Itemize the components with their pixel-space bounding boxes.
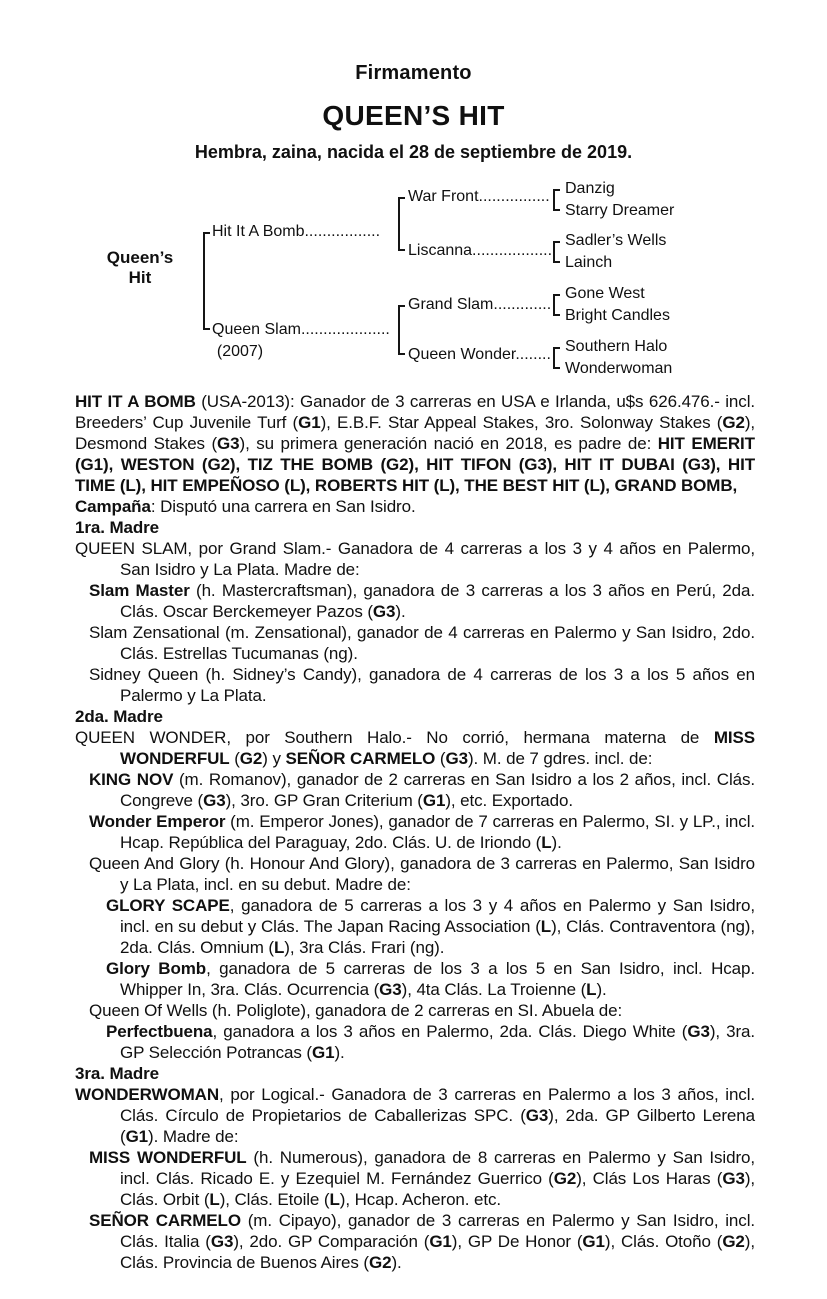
produce-paragraph: Slam Master (h. Mastercraftsman), ganadora de 3 carreras a los 3 años en Perú, 2da. Clás. Oscar Berckemeyer Pazos (G3). <box>89 581 755 621</box>
pedigree-node-sire: Hit It A Bomb................. <box>212 223 381 240</box>
pedigree-bracket-sire-sire <box>553 189 561 211</box>
pedigree-bracket-dam <box>398 305 406 355</box>
horse-description: Hembra, zaina, nacida el 28 de septiembre de 2019. <box>194 142 633 162</box>
pedigree-subject <box>84 248 196 288</box>
produce-paragraph: Queen And Glory (h. Honour And Glory), ganadora de 3 carreras en Palermo, San Isidro y La Plata, incl. en su debut. Madre de: <box>89 854 755 894</box>
produce-paragraph: Perfectbuena, ganadora a los 3 años en Palermo, 2da. Clás. Diego White (G3), 3ra. GP Selección Potrancas (G1). <box>106 1022 755 1062</box>
pedigree-node-ggp-4: Lainch <box>565 254 613 271</box>
pedigree-node-sire-dam: Liscanna.................. <box>408 242 553 259</box>
pedigree-node-ggp-3: Sadler’s Wells <box>565 232 667 249</box>
pedigree-node-ggp-2: Starry Dreamer <box>565 202 675 219</box>
pedigree-node-dam-dam: Queen Wonder........ <box>408 346 551 363</box>
produce-paragraph: SEÑOR CARMELO (m. Cipayo), ganador de 3 carreras en Palermo y San Isidro, incl. Clás. Italia (G3), 2do. GP Comparación (G1), GP De Honor (G1), Clás. Otoño (G2), Clás. Provincia de Buenos Aires (G2). <box>89 1211 755 1272</box>
produce-paragraph: Sidney Queen (h. Sidney’s Candy), ganadora de 4 carreras de los 3 a los 5 años en Palermo y La Plata. <box>89 665 755 705</box>
section-heading-2nd-dam: 2da. Madre <box>75 707 163 726</box>
pedigree-node-dam: Queen Slam.................... <box>212 321 390 338</box>
pedigree-node-ggp-7: Southern Halo <box>565 338 668 355</box>
sire-record-paragraph: HIT IT A BOMB (USA-2013): Ganador de 3 carreras en USA e Irlanda, u$s 626.476.- incl. Breeders’ Cup Juvenile Turf (G1), E.B.F. Star Appeal Stakes, 3ro. Solonway Stakes (G2), Desmond Stakes (G3), su primera generación nació en 2018, es padre de: HIT EMERIT (G1), WESTON (G2), TIZ THE BOMB (G2), HIT TIFON (G3), HIT IT DUBAI (G3), HIT TIME (L), HIT EMPEÑOSO (L), ROBERTS HIT (L), THE BEST HIT (L), GRAND BOMB, <box>75 392 755 495</box>
pedigree-bracket-dam-sire <box>553 294 561 316</box>
pedigree-node-sire-sire: War Front................ <box>408 188 550 205</box>
pedigree-bracket-dam-dam <box>553 347 561 369</box>
sire-line-title: Firmamento <box>355 62 472 84</box>
produce-paragraph: MISS WONDERFUL (h. Numerous), ganadora de 8 carreras en Palermo y San Isidro, incl. Clás. Ricado E. y Ezequiel M. Fernández Guerrico (G2), Clás Los Haras (G3), Clás. Orbit (L), Clás. Etoile (L), Hcap. Acheron. etc. <box>89 1148 756 1209</box>
section-heading-3rd-dam: 3ra. Madre <box>75 1064 160 1083</box>
produce-paragraph: Wonder Emperor (m. Emperor Jones), ganador de 7 carreras en Palermo, SI. y LP., incl. Hcap. República del Paraguay, 2do. Clás. U. de Iriondo (L). <box>89 812 755 852</box>
catalog-body <box>0 391 827 1273</box>
page-title: QUEEN’S HIT <box>322 100 505 131</box>
dam-paragraph: WONDERWOMAN, por Logical.- Ganadora de 3 carreras en Palermo a los 3 años, incl. Clás. Círculo de Propietarios de Caballerizas SPC. (G3), 2da. GP Gilberto Lerena (G1). Madre de: <box>75 1085 755 1146</box>
pedigree-bracket-sire-dam <box>553 241 561 263</box>
pedigree-node-ggp-1: Danzig <box>565 180 615 197</box>
pedigree-subject-line1: Queen’s <box>106 248 174 267</box>
pedigree-node-dam-sire: Grand Slam............. <box>408 296 552 313</box>
produce-paragraph: Slam Zensational (m. Zensational), ganador de 4 carreras en Palermo y San Isidro, 2do. Clás. Estrellas Tucumanas (ng). <box>89 623 755 663</box>
section-heading-1st-dam: 1ra. Madre <box>75 518 160 537</box>
produce-paragraph: Queen Of Wells (h. Poliglote), ganadora de 2 carreras en SI. Abuela de: <box>89 1001 623 1020</box>
pedigree-node-ggp-5: Gone West <box>565 285 645 302</box>
pedigree-node-ggp-6: Bright Candles <box>565 307 670 324</box>
campaign-line: Campaña: Disputó una carrera en San Isidro. <box>75 497 416 516</box>
pedigree-bracket-sire <box>398 197 406 251</box>
produce-paragraph: GLORY SCAPE, ganadora de 5 carreras a los 3 y 4 años en Palermo y San Isidro, incl. en su debut y Clás. The Japan Racing Association (L), Clás. Contraventora (ng), 2da. Clás. Omnium (L), 3ra Clás. Frari (ng). <box>106 896 755 957</box>
pedigree-node-ggp-8: Wonderwoman <box>565 360 673 377</box>
pedigree-subject-line2: Hit <box>128 268 152 287</box>
dam-paragraph: QUEEN WONDER, por Southern Halo.- No corrió, hermana materna de MISS WONDERFUL (G2) y SEÑOR CARMELO (G3). M. de 7 gdres. incl. de: <box>75 728 755 768</box>
produce-paragraph: Glory Bomb, ganadora de 5 carreras de los 3 a los 5 en San Isidro, incl. Hcap. Whipper In, 3ra. Clás. Ocurrencia (G3), 4ta Clás. La Troienne (L). <box>106 959 755 999</box>
dam-paragraph: QUEEN SLAM, por Grand Slam.- Ganadora de 4 carreras a los 3 y 4 años en Palermo, San Isidro y La Plata. Madre de: <box>75 539 755 579</box>
pedigree-bracket-gen1 <box>203 232 211 330</box>
produce-paragraph: KING NOV (m. Romanov), ganador de 2 carreras en San Isidro a los 2 años, incl. Clás. Congreve (G3), 3ro. GP Gran Criterium (G1), etc. Exportado. <box>89 770 755 810</box>
pedigree-node-dam-year: (2007) <box>216 343 264 360</box>
